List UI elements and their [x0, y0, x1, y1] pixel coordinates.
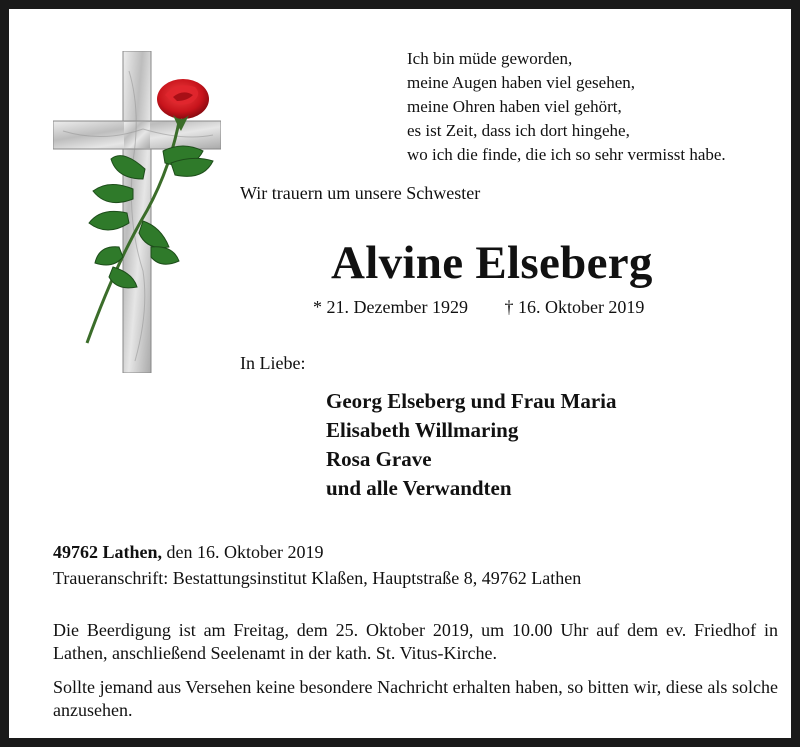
place-city: 49762 Lathen, [53, 542, 163, 562]
mourners-list [326, 387, 616, 503]
place-and-address [53, 539, 581, 591]
poem-line: es ist Zeit, dass ich dort hingehe, [407, 121, 630, 140]
mourning-address: Traueranschrift: Bestattungsinstitut Klaßen, Hauptstraße 8, 49762 Lathen [53, 568, 582, 588]
place-date: den 16. Oktober 2019 [166, 542, 324, 562]
death-date: † 16. Oktober 2019 [504, 297, 645, 317]
love-label: In Liebe: [240, 353, 306, 373]
mourner-name: Rosa Grave [326, 447, 432, 471]
deceased-name: Alvine Elseberg [331, 237, 653, 289]
poem-line: meine Augen haben viel gesehen, [407, 73, 636, 92]
mourner-name: Elisabeth Willmaring [326, 418, 519, 442]
poem-line: wo ich die finde, die ich so sehr vermisst habe. [407, 145, 726, 164]
mourner-name: Georg Elseberg und Frau Maria [326, 389, 617, 413]
birth-date: * 21. Dezember 1929 [313, 297, 468, 317]
poem-line: meine Ohren haben viel gehört, [407, 97, 622, 116]
notice-text: Sollte jemand aus Versehen keine besondere Nachricht erhalten haben, so bitten wir, diese als solche anzusehen. [53, 677, 778, 720]
cross-with-rose-icon [53, 51, 221, 373]
poem-line: Ich bin müde geworden, [407, 49, 573, 68]
intro-text: Wir trauern um unsere Schwester [240, 183, 481, 203]
mourner-name: und alle Verwandten [326, 476, 512, 500]
poem [407, 47, 726, 167]
funeral-info: Die Beerdigung ist am Freitag, dem 25. Oktober 2019, um 10.00 Uhr auf dem ev. Friedhof in Lathen, anschließend Seelenamt in der kath. St. Vitus-Kirche. [53, 620, 778, 663]
life-dates [313, 297, 644, 318]
place-date-line [53, 539, 581, 565]
